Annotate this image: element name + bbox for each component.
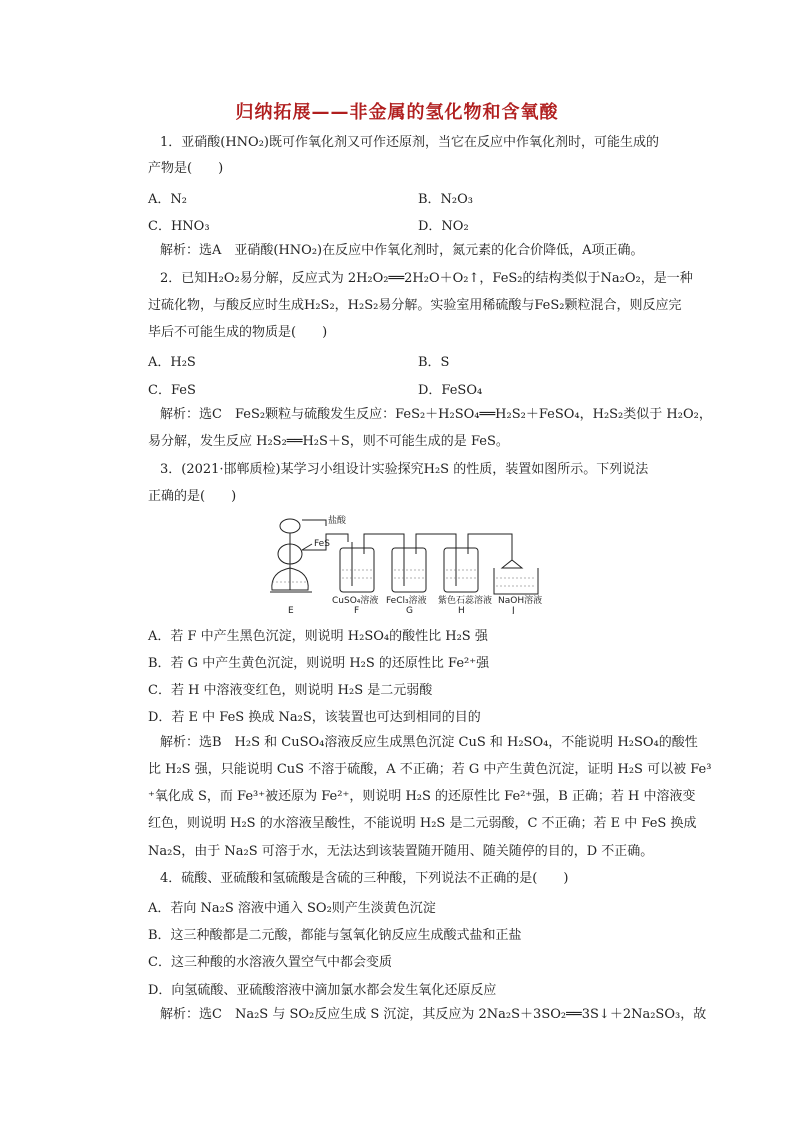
label-naoh: NaOH溶液 — [498, 596, 543, 606]
q1-analysis: 解析：选A 亚硝酸(HNO₂)在反应中作氧化剂时，氮元素的化合价降低，A项正确。 — [160, 243, 644, 258]
inverted-funnel — [502, 560, 522, 568]
label-f: F — [354, 606, 360, 614]
q2-option-a: A．H₂S — [148, 355, 196, 370]
q3-analysis-line1: 解析：选B H₂S 和 CuSO₄溶液反应生成黑色沉淀 CuS 和 H₂SO₄，不能说明 H₂SO₄的酸性 — [160, 735, 698, 750]
label-fes: FeS — [314, 539, 330, 549]
q1-option-b: B．N₂O₃ — [418, 192, 474, 207]
q4-option-d: D．向氢硫酸、亚硫酸溶液中滴加氯水都会发生氧化还原反应 — [148, 983, 497, 998]
q2-stem-line3: 毕后不可能生成的物质是( ) — [148, 325, 328, 340]
q3-analysis-line5: Na₂S，由于 Na₂S 可溶于水，无法达到该装置随开随用、随关随停的目的，D 不正确。 — [148, 844, 654, 859]
q3-analysis-line2: 比 H₂S 强，只能说明 CuS 不溶于硫酸，A 不正确；若 G 中产生黄色沉淀，证明 H₂S 可以被 Fe³ — [148, 762, 712, 777]
q2-analysis-line2: 易分解，发生反应 H₂S₂══H₂S＋S，则不可能生成的是 FeS。 — [148, 434, 509, 449]
q4-option-a: A．若向 Na₂S 溶液中通入 SO₂则产生淡黄色沉淀 — [148, 901, 436, 916]
q4-analysis-line1: 解析：选C Na₂S 与 SO₂反应生成 S 沉淀，其反应为 2Na₂S＋3SO₂══3S↓＋2Na₂SO₃，故 — [160, 1007, 707, 1022]
label-litmus: 紫色石蕊溶液 — [438, 596, 493, 606]
q3-stem-line2: 正确的是( ) — [148, 489, 237, 504]
q2-option-d: D．FeSO₄ — [418, 383, 483, 398]
q1-option-c: C．HNO₃ — [148, 219, 210, 234]
tube-h-j — [468, 534, 512, 560]
q1-stem-line1: 1．亚硝酸(HNO₂)既可作氧化剂又可作还原剂，当它在反应中作氧化剂时，可能生成的 — [160, 135, 659, 150]
label-h: H — [458, 606, 465, 614]
label-hcl: 盐酸 — [328, 516, 347, 526]
q1-stem-line2: 产物是( ) — [148, 161, 224, 176]
label-g: G — [406, 606, 413, 614]
q4-stem: 4．硫酸、亚硫酸和氢硫酸是含硫的三种酸，下列说法不正确的是( ) — [160, 871, 569, 886]
bottle-f — [340, 548, 374, 592]
q1-option-a: A．N₂ — [148, 192, 187, 207]
fes-pointer — [302, 544, 312, 550]
q2-option-b: B．S — [418, 355, 450, 370]
experiment-apparatus-diagram — [266, 512, 566, 614]
tube-g-h — [416, 534, 456, 542]
label-e: E — [288, 606, 294, 614]
q3-stem-line1: 3．(2021·邯郸质检)某学习小组设计实验探究H₂S 的性质，装置如图所示。下列说法 — [160, 462, 649, 477]
q3-option-c: C．若 H 中溶液变红色，则说明 H₂S 是二元弱酸 — [148, 683, 433, 698]
q2-stem-line2: 过硫化物，与酸反应时生成H₂S₂，H₂S₂易分解。实验室用稀硫酸与FeS₂颗粒混合，则反应完 — [148, 298, 682, 313]
beaker-j — [494, 568, 538, 594]
q4-option-b: B．这三种酸都是二元酸，都能与氢氧化钠反应生成酸式盐和正盐 — [148, 928, 522, 943]
hcl-pointer — [302, 520, 326, 526]
label-j: J — [512, 606, 515, 614]
bottle-h — [444, 548, 478, 592]
q3-option-a: A．若 F 中产生黑色沉淀，则说明 H₂SO₄的酸性比 H₂S 强 — [148, 629, 488, 644]
q2-option-c: C．FeS — [148, 383, 196, 398]
label-fecl3: FeCl₃溶液 — [386, 596, 427, 606]
q3-analysis-line3: ⁺氧化成 S，而 Fe³⁺被还原为 Fe²⁺，则说明 H₂S 的还原性比 Fe²⁺强，B 正确；若 H 中溶液变 — [148, 789, 696, 804]
q3-analysis-line4: 红色，则说明 H₂S 的水溶液呈酸性，不能说明 H₂S 是二元弱酸，C 不正确；若 E 中 FeS 换成 — [148, 816, 697, 831]
q3-option-b: B．若 G 中产生黄色沉淀，则说明 H₂S 的还原性比 Fe²⁺强 — [148, 656, 490, 671]
bottle-g — [392, 548, 426, 592]
q1-option-d: D．NO₂ — [418, 219, 469, 234]
q2-analysis-line1: 解析：选C FeS₂颗粒与硫酸发生反应：FeS₂＋H₂SO₄══H₂S₂＋FeSO₄，H₂S₂类似于 H₂O₂， — [160, 407, 712, 422]
label-cuso4: CuSO₄溶液 — [332, 596, 379, 606]
q3-option-d: D．若 E 中 FeS 换成 Na₂S，该装置也可达到相同的目的 — [148, 710, 481, 725]
page-title: 归纳拓展——非金属的氢化物和含氧酸 — [235, 102, 559, 123]
q4-option-c: C．这三种酸的水溶液久置空气中都会变质 — [148, 955, 392, 970]
q2-stem-line1: 2．已知H₂O₂易分解，反应式为 2H₂O₂══2H₂O＋O₂↑，FeS₂的结构类似于Na₂O₂，是一种 — [160, 271, 693, 286]
tube-f-g — [364, 534, 404, 542]
kipp-top-bulb — [280, 519, 300, 533]
